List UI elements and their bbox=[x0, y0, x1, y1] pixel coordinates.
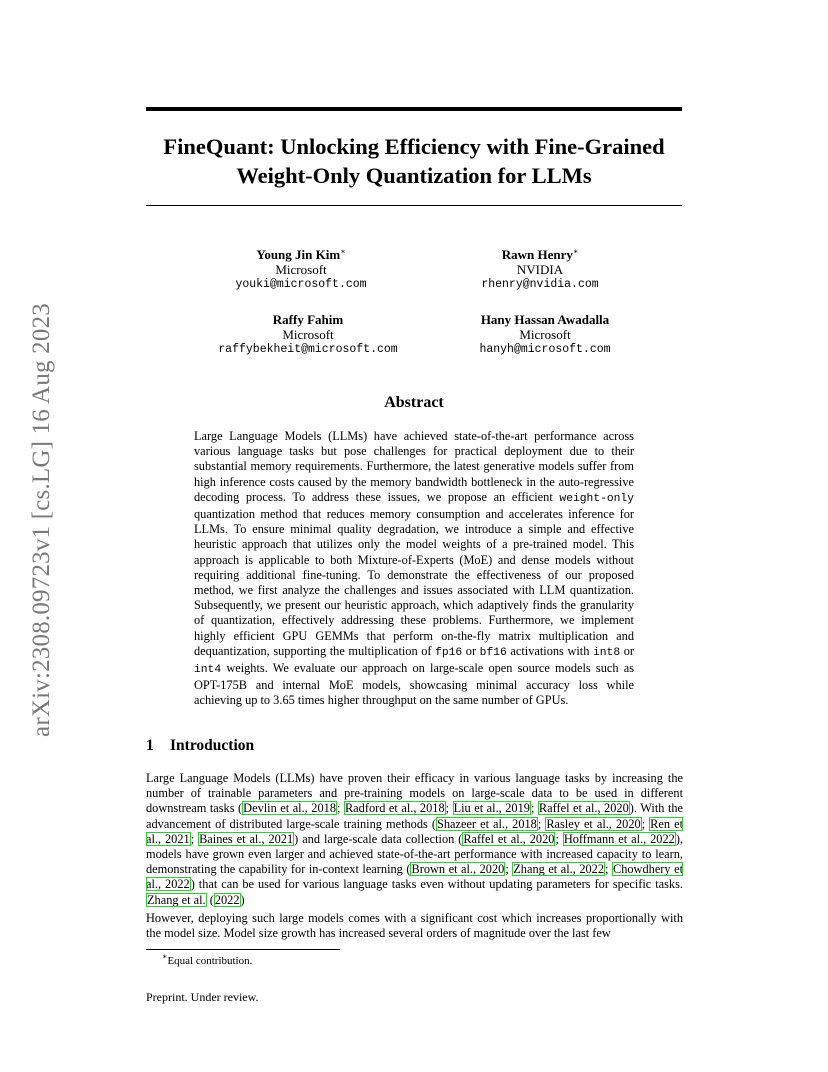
citation-link[interactable]: Radford et al., 2018 bbox=[344, 801, 445, 816]
author-affiliation: Microsoft bbox=[275, 262, 327, 277]
citation-link[interactable]: Rasley et al., 2020 bbox=[546, 816, 641, 831]
author-name: Young Jin Kim∗ bbox=[256, 247, 346, 262]
citation-link[interactable]: Ren et al., 2021 bbox=[146, 816, 684, 846]
author-block-4 bbox=[415, 312, 675, 357]
citation-link[interactable]: Chowdhery et al., 2022 bbox=[146, 862, 684, 892]
citation-link[interactable]: Baines et al., 2021 bbox=[199, 831, 294, 846]
intro-paragraph-2: However, deploying such large models comes with a significant cost which increases proportionally with the model size. Model size growth has increased several orders of magnitude over the last few bbox=[146, 911, 683, 941]
title-line-1: FineQuant: Unlocking Efficiency with Fine-Grained bbox=[163, 134, 665, 159]
citation-link[interactable]: Raffel et al., 2020 bbox=[463, 831, 555, 846]
citation-link[interactable]: Hoffmann et al., 2022 bbox=[563, 831, 675, 846]
author-affiliation: Microsoft bbox=[519, 327, 571, 342]
author-name: Hany Hassan Awadalla bbox=[480, 312, 610, 327]
citation-link[interactable]: Devlin et al., 2018 bbox=[243, 801, 336, 816]
abstract-heading: Abstract bbox=[384, 394, 444, 411]
intro-paragraph-1: Large Language Models (LLMs) have proven their efficacy in various language tasks by increasing the number of trainable parameters and pre-training models on large-scale data to be used in different downstream tasks (Devlin et al., 2018; Radford et al., 2018; Liu et al., 2019; Raffel et al., 2020). With the advancement of distributed large-scale training methods (Shazeer et al., 2018; Rasley et al., 2020; Ren et al., 2021; Baines et al., 2021) and large-scale data collection (Raffel et al., 2020; Hoffmann et al., 2022), models have grown even larger and achieved state-of-the-art performance with increased capacity to learn, demonstrating the capability for in-context learning (Brown et al., 2020; Zhang et al., 2022; Chowdhery et al., 2022) that can be used for various language tasks even without updating parameters for specific tasks. Zhang et al. (2022) bbox=[146, 771, 684, 907]
citation-link[interactable]: Brown et al., 2020 bbox=[411, 862, 505, 877]
abstract-body bbox=[194, 429, 634, 709]
author-block-1 bbox=[171, 244, 431, 292]
author-email[interactable]: raffybekheit@microsoft.com bbox=[218, 343, 398, 356]
top-rule bbox=[146, 107, 682, 111]
section-heading-introduction bbox=[146, 737, 254, 755]
citation-link[interactable]: Zhang et al. bbox=[147, 892, 206, 907]
citation-link[interactable]: Zhang et al., 2022 bbox=[513, 862, 605, 877]
citation-link[interactable]: Shazeer et al., 2018 bbox=[436, 816, 537, 831]
author-email[interactable]: hanyh@microsoft.com bbox=[479, 343, 611, 356]
citation-link[interactable]: 2022 bbox=[214, 892, 240, 907]
citation-link[interactable]: Liu et al., 2019 bbox=[453, 801, 530, 816]
author-name: Raffy Fahim bbox=[272, 312, 344, 327]
title-line-2: Weight-Only Quantization for LLMs bbox=[236, 163, 592, 188]
preprint-note: Preprint. Under review. bbox=[146, 990, 259, 1004]
title-bottom-rule bbox=[146, 205, 682, 206]
author-email[interactable]: youki@microsoft.com bbox=[235, 278, 367, 291]
section-number: 1 bbox=[146, 737, 154, 754]
author-block-3 bbox=[178, 312, 438, 357]
footnote: ∗Equal contribution. bbox=[162, 952, 253, 967]
author-email[interactable]: rhenry@nvidia.com bbox=[481, 278, 599, 291]
citation-link[interactable]: Raffel et al., 2020 bbox=[538, 801, 629, 816]
paper-title bbox=[146, 132, 682, 190]
arxiv-identifier: arXiv:2308.09723v1 [cs.LG] 16 Aug 2023 bbox=[28, 303, 55, 737]
footnote-rule bbox=[146, 949, 340, 950]
author-name: Rawn Henry∗ bbox=[501, 247, 579, 262]
section-title: Introduction bbox=[170, 737, 255, 754]
author-affiliation: NVIDIA bbox=[516, 262, 564, 277]
abstract-paragraph: Large Language Models (LLMs) have achieved state-of-the-art performance across various language tasks but pose challenges for practical deployment due to their substantial memory requirements. Furthermore, the latest generative models suffer from high inference costs caused by the memory bandwidth bottleneck in the auto-regressive decoding process. To address these issues, we propose an efficient weight-only quantization method that reduces memory consumption and accelerates inference for LLMs. To ensure minimal quality degradation, we introduce a simple and effective heuristic approach that utilizes only the model weights of a pre-trained model. This approach is applicable to both Mixture-of-Experts (MoE) and dense models without requiring additional fine-tuning. To demonstrate the effectiveness of our proposed method, we first analyze the challenges and issues associated with LLM quantization. Subsequently, we present our heuristic approach, which adaptively finds the granularity of quantization, effectively addressing these problems. Furthermore, we implement highly efficient GPU GEMMs that perform on-the-fly matrix multiplication and dequantization, supporting the multiplication of fp16 or bf16 activations with int8 or int4 weights. We evaluate our approach on large-scale open source models such as OPT-175B and internal MoE models, showcasing minimal accuracy loss while achieving up to 3.65 times higher throughput on the same number of GPUs. bbox=[194, 429, 634, 708]
author-block-2 bbox=[410, 244, 670, 292]
author-affiliation: Microsoft bbox=[282, 327, 334, 342]
